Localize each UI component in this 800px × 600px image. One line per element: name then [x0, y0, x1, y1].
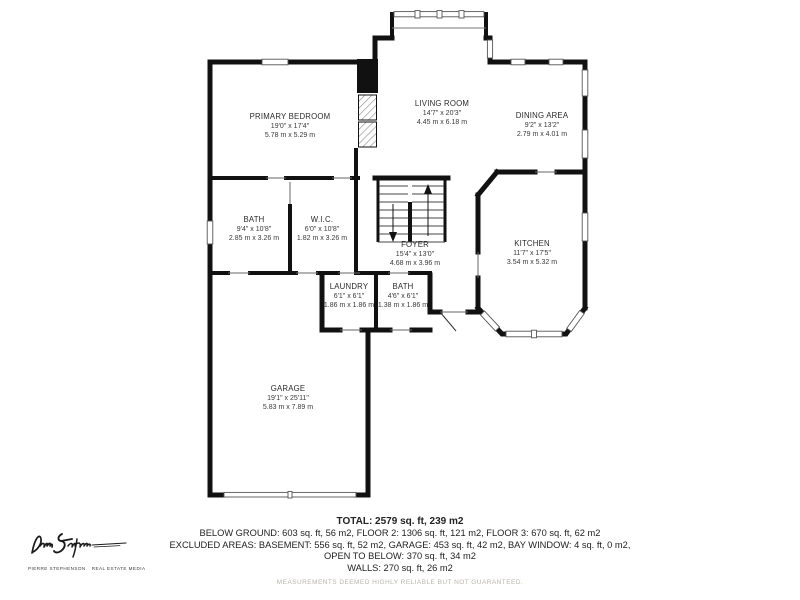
summary-below-ground: BELOW GROUND: 603 sq. ft, 56 m2, FLOOR 2: 1306 sq. ft, 121 m2, FLOOR 3: 670 sq. ft, 62 m2 — [199, 528, 601, 538]
kitchen-right-window — [582, 213, 588, 241]
room-name: BATH — [243, 215, 265, 224]
summary-total: TOTAL: 2579 sq. ft, 239 m2 — [336, 516, 464, 527]
room-name: BATH — [392, 282, 414, 291]
living-side-window — [487, 40, 492, 58]
windows — [207, 11, 588, 498]
dining-top-window-1 — [511, 59, 525, 65]
measurement-disclaimer: MEASUREMENTS DEEMED HIGHLY RELIABLE BUT NOT GUARANTEED. — [276, 579, 524, 586]
kitchen-bay-window-right — [567, 310, 584, 331]
bedroom-window — [262, 59, 288, 65]
room-dim-imperial: 19'1" x 25'11" — [267, 394, 309, 402]
room-name: W.I.C. — [310, 215, 334, 224]
room-dim-metric: 4.68 m x 3.96 m — [389, 260, 441, 267]
room-name: LIVING ROOM — [414, 99, 470, 108]
chimney-mass — [357, 59, 378, 93]
room-dim-imperial: 9'2" x 13'2" — [524, 121, 560, 129]
room-name: KITCHEN — [514, 239, 550, 248]
room-dim-metric: 5.78 m x 5.29 m — [264, 132, 316, 139]
room-dim-metric: 5.83 m x 7.89 m — [262, 404, 314, 411]
exterior-walls — [210, 38, 585, 495]
summary-walls: WALLS: 270 sq. ft, 26 m2 — [347, 562, 453, 573]
signature-icon — [28, 527, 138, 563]
room-name: FOYER — [401, 240, 429, 249]
room-dim-metric: 2.85 m x 3.26 m — [228, 235, 280, 242]
front-door-leaf — [440, 312, 456, 331]
room-dim-imperial: 19'0" x 17'4" — [270, 122, 310, 130]
room-dim-imperial: 9'4" x 10'8" — [236, 225, 272, 233]
room-dim-imperial: 15'4" x 13'0" — [395, 250, 435, 258]
dining-right-window-1 — [582, 70, 588, 96]
kitchen-bay-window-left — [480, 311, 499, 331]
room-name: DINING AREA — [515, 111, 569, 120]
room-dim-imperial: 6'1" x 6'1" — [333, 292, 365, 300]
dining-top-window-2 — [549, 59, 563, 65]
room-dim-metric: 4.45 m x 6.18 m — [416, 119, 468, 126]
room-name: GARAGE — [270, 384, 306, 393]
room-dim-metric: 1.82 m x 3.26 m — [296, 235, 348, 242]
room-dim-metric: 1.86 m x 1.86 m — [323, 302, 375, 309]
brand-logo — [28, 527, 146, 579]
bath-window — [207, 221, 213, 244]
brand-descriptor: REAL ESTATE MEDIA — [91, 566, 146, 571]
room-name: LAUNDRY — [329, 282, 369, 291]
summary-open-to-below: OPEN TO BELOW: 370 sq. ft, 34 m2 — [324, 551, 476, 561]
room-dim-metric: 1.38 m x 1.86 m — [377, 302, 429, 309]
staircase — [375, 178, 448, 242]
room-dim-imperial: 11'7" x 17'5" — [513, 249, 551, 257]
room-dim-imperial: 14'7" x 20'3" — [422, 109, 462, 117]
room-dim-metric: 3.54 m x 5.32 m — [506, 259, 558, 266]
brand-name: PIERRE STEPHENSON — [28, 566, 86, 571]
door-openings — [228, 172, 557, 330]
summary-excluded-areas: EXCLUDED AREAS: BASEMENT: 556 sq. ft, 52 m2, GARAGE: 453 sq. ft, 42 m2, BAY WINDOW: 4 sq. ft, 0 m2, — [169, 539, 631, 550]
room-dim-imperial: 4'6" x 6'1" — [387, 292, 419, 300]
room-name: PRIMARY BEDROOM — [249, 112, 331, 121]
room-dim-imperial: 6'0" x 10'8" — [304, 225, 340, 233]
dining-right-window-2 — [582, 130, 588, 158]
brand-tagline — [28, 566, 146, 571]
open-to-below-hatch — [359, 95, 377, 147]
room-dim-metric: 2.79 m x 4.01 m — [516, 131, 568, 138]
